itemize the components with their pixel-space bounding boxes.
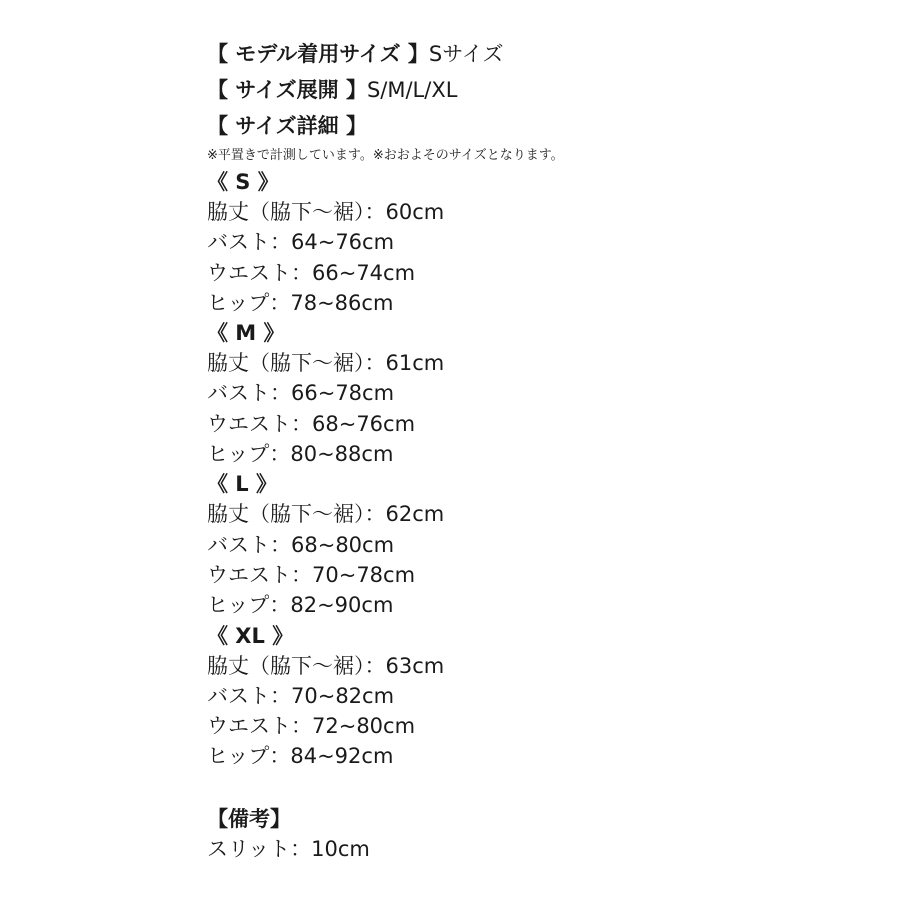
size-block-m <box>207 318 847 469</box>
measurement-row: ヒップ：82~90cm <box>207 593 394 618</box>
measurement-row: 脇丈（脇下〜裾）：60cm <box>207 200 445 224</box>
size-heading: 《 XL 》 <box>207 623 294 648</box>
measurement-row: バスト：64~76cm <box>207 230 395 255</box>
measurement-row: 脇丈（脇下〜裾）：63cm <box>207 653 445 678</box>
measurement-row: ヒップ：80~88cm <box>207 442 394 467</box>
remarks-heading: 【備考】 <box>207 806 291 831</box>
measurement-note: ※平置きで計測しています。※おおよそのサイズとなります。 <box>207 148 564 163</box>
size-range-label: 【 サイズ展開 】 <box>207 78 367 102</box>
measurement-row: 脇丈（脇下〜裾）：62cm <box>207 502 445 527</box>
size-detail-heading <box>207 108 847 144</box>
measurement-row: ウエスト：72~80cm <box>207 714 416 739</box>
size-block-s <box>207 167 847 318</box>
measurement-row: ヒップ：78~86cm <box>207 290 394 315</box>
spacer <box>207 772 847 804</box>
model-size-line <box>207 36 847 72</box>
measurement-row: バスト：68~80cm <box>207 532 395 557</box>
size-heading: 《 S 》 <box>207 170 279 194</box>
size-chart-sheet <box>207 36 847 864</box>
size-range-value: S/M/L/XL <box>366 78 458 102</box>
measurement-row: 脇丈（脇下〜裾）：61cm <box>207 351 445 376</box>
remarks-block <box>207 804 847 864</box>
measurement-row: バスト：66~78cm <box>207 381 395 406</box>
size-detail-label: 【 サイズ詳細 】 <box>207 114 367 138</box>
size-heading: 《 L 》 <box>207 472 278 497</box>
size-block-l <box>207 469 847 620</box>
model-size-value: Sサイズ <box>428 42 504 66</box>
measurement-row: ウエスト：68~76cm <box>207 411 416 436</box>
measurement-row: バスト：70~82cm <box>207 683 395 708</box>
measurement-row: ウエスト：66~74cm <box>207 260 416 285</box>
size-range-line <box>207 72 847 108</box>
remarks-row: スリット：10cm <box>207 836 370 861</box>
size-block-xl <box>207 621 847 772</box>
measurement-row: ヒップ：84~92cm <box>207 744 394 769</box>
model-size-label: 【 モデル着用サイズ 】 <box>207 42 429 66</box>
measurement-row: ウエスト：70~78cm <box>207 562 416 587</box>
size-heading: 《 M 》 <box>207 321 285 346</box>
